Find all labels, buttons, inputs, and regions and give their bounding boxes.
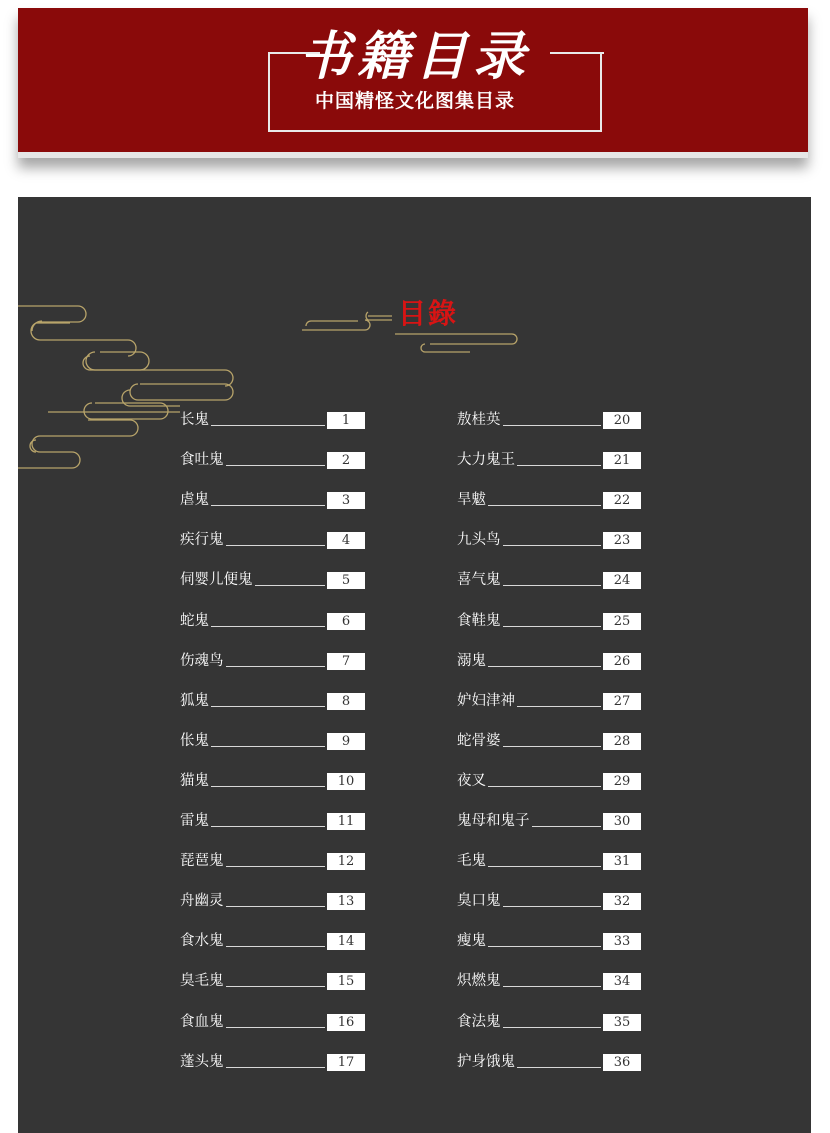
toc-entry-page: 27 xyxy=(603,693,641,710)
leader-line xyxy=(517,706,601,707)
toc-entry-page: 22 xyxy=(603,492,641,509)
leader-line xyxy=(488,866,601,867)
toc-entry-title: 蛇骨婆 xyxy=(457,733,501,749)
toc-entry-title: 虐鬼 xyxy=(180,492,209,508)
toc-entry-page: 35 xyxy=(603,1014,641,1031)
toc-entry[interactable] xyxy=(180,1013,365,1031)
leader-line xyxy=(211,826,325,827)
leader-line xyxy=(211,746,325,747)
toc-entry[interactable] xyxy=(457,612,641,630)
toc-entry-page: 9 xyxy=(327,733,365,750)
toc-entry[interactable] xyxy=(180,892,365,910)
toc-entry[interactable] xyxy=(457,491,641,509)
toc-entry[interactable] xyxy=(180,652,365,670)
leader-line xyxy=(211,786,325,787)
leader-line xyxy=(503,746,602,747)
toc-entry-page: 29 xyxy=(603,773,641,790)
toc-entry-page: 14 xyxy=(327,933,365,950)
toc-entry[interactable] xyxy=(180,451,365,469)
leader-line xyxy=(255,585,326,586)
toc-entry-page: 15 xyxy=(327,973,365,990)
leader-line xyxy=(488,946,601,947)
toc-entry-title: 鬼母和鬼子 xyxy=(457,813,530,829)
leader-line xyxy=(211,706,325,707)
toc-entry-page: 36 xyxy=(603,1054,641,1071)
toc-entry-page: 34 xyxy=(603,973,641,990)
toc-entry-title: 臭毛鬼 xyxy=(180,973,224,989)
leader-line xyxy=(226,986,326,987)
toc-entry-title: 大力鬼王 xyxy=(457,452,515,468)
toc-entry-title: 伤魂鸟 xyxy=(180,653,224,669)
leader-line xyxy=(517,1067,601,1068)
toc-entry[interactable] xyxy=(180,852,365,870)
toc-entry-page: 31 xyxy=(603,853,641,870)
toc-entry-title: 蛇鬼 xyxy=(180,613,209,629)
toc-entry-title: 旱魃 xyxy=(457,492,486,508)
toc-entry[interactable] xyxy=(457,451,641,469)
toc-entry-title: 夜叉 xyxy=(457,773,486,789)
toc-entry-page: 26 xyxy=(603,653,641,670)
toc-entry[interactable] xyxy=(180,932,365,950)
toc-entry[interactable] xyxy=(180,1053,365,1071)
toc-entry-page: 3 xyxy=(327,492,365,509)
toc-entry-title: 狐鬼 xyxy=(180,693,209,709)
toc-entry[interactable] xyxy=(457,972,641,990)
toc-entry-title: 瘦鬼 xyxy=(457,933,486,949)
toc-entry-page: 21 xyxy=(603,452,641,469)
toc-entry-title: 舟幽灵 xyxy=(180,893,224,909)
toc-entry-title: 食鞋鬼 xyxy=(457,613,501,629)
toc-entry[interactable] xyxy=(457,852,641,870)
toc-entry[interactable] xyxy=(180,612,365,630)
toc-entry-page: 20 xyxy=(603,412,641,429)
toc-entry-page: 30 xyxy=(603,813,641,830)
toc-entry-page: 4 xyxy=(327,532,365,549)
toc-entry[interactable] xyxy=(180,812,365,830)
toc-entry-title: 长鬼 xyxy=(180,412,209,428)
toc-entry-title: 敖桂英 xyxy=(457,412,501,428)
toc-entry-page: 16 xyxy=(327,1014,365,1031)
toc-entry[interactable] xyxy=(457,812,641,830)
leader-line xyxy=(211,505,325,506)
banner-title: 书籍目录 xyxy=(298,26,531,87)
leader-line xyxy=(226,666,326,667)
toc-entry-title: 毛鬼 xyxy=(457,853,486,869)
toc-entry-title: 溺鬼 xyxy=(457,653,486,669)
toc-entry-title: 食水鬼 xyxy=(180,933,224,949)
toc-heading: 目錄 xyxy=(398,297,459,330)
toc-entry-page: 11 xyxy=(327,813,365,830)
toc-entry-title: 食血鬼 xyxy=(180,1014,224,1030)
toc-entry-page: 5 xyxy=(327,572,365,589)
toc-entry[interactable] xyxy=(180,491,365,509)
toc-entry[interactable] xyxy=(457,732,641,750)
toc-entry[interactable] xyxy=(180,571,365,589)
toc-entry-page: 13 xyxy=(327,893,365,910)
leader-line xyxy=(226,465,326,466)
toc-entry-title: 猫鬼 xyxy=(180,773,209,789)
toc-entry-title: 伥鬼 xyxy=(180,733,209,749)
toc-entry-page: 32 xyxy=(603,893,641,910)
toc-entry-title: 雷鬼 xyxy=(180,813,209,829)
leader-line xyxy=(488,786,601,787)
leader-line xyxy=(517,465,601,466)
toc-entry-page: 12 xyxy=(327,853,365,870)
toc-entry-title: 炽燃鬼 xyxy=(457,973,501,989)
leader-line xyxy=(211,425,325,426)
toc-entry-title: 食法鬼 xyxy=(457,1014,501,1030)
toc-entry-page: 8 xyxy=(327,693,365,710)
leader-line xyxy=(211,626,325,627)
toc-entry-title: 九头鸟 xyxy=(457,532,501,548)
toc-entry[interactable] xyxy=(180,692,365,710)
toc-entry-page: 17 xyxy=(327,1054,365,1071)
toc-entry-page: 28 xyxy=(603,733,641,750)
toc-entry[interactable] xyxy=(457,411,641,429)
banner-subtitle: 中国精怪文化图集目录 xyxy=(314,90,515,112)
toc-entry[interactable] xyxy=(180,411,365,429)
toc-entry-page: 25 xyxy=(603,613,641,630)
leader-line xyxy=(503,585,602,586)
toc-entry[interactable] xyxy=(457,1013,641,1031)
leader-line xyxy=(226,946,326,947)
toc-entry[interactable] xyxy=(180,732,365,750)
toc-entry-page: 7 xyxy=(327,653,365,670)
toc-entry-title: 伺婴儿便鬼 xyxy=(180,572,253,588)
toc-entry[interactable] xyxy=(457,772,641,790)
leader-line xyxy=(226,1027,326,1028)
toc-entry[interactable] xyxy=(457,1053,641,1071)
leader-line xyxy=(226,1067,326,1068)
toc-entry[interactable] xyxy=(180,772,365,790)
toc-entry-page: 1 xyxy=(327,412,365,429)
leader-line xyxy=(503,425,602,426)
leader-line xyxy=(226,545,326,546)
toc-entry[interactable] xyxy=(457,571,641,589)
toc-entry[interactable] xyxy=(457,652,641,670)
toc-entry-title: 护身饿鬼 xyxy=(457,1054,515,1070)
leader-line xyxy=(503,545,602,546)
leader-line xyxy=(503,626,602,627)
toc-entry-page: 23 xyxy=(603,532,641,549)
toc-entry-page: 24 xyxy=(603,572,641,589)
toc-entry-page: 10 xyxy=(327,773,365,790)
toc-entry[interactable] xyxy=(457,531,641,549)
toc-entry-page: 2 xyxy=(327,452,365,469)
leader-line xyxy=(488,505,601,506)
toc-entry[interactable] xyxy=(457,932,641,950)
toc-entry[interactable] xyxy=(180,972,365,990)
leader-line xyxy=(503,906,602,907)
toc-entry-title: 蓬头鬼 xyxy=(180,1054,224,1070)
leader-line xyxy=(503,986,602,987)
toc-entry-title: 琵琶鬼 xyxy=(180,853,224,869)
leader-line xyxy=(503,1027,602,1028)
toc-entry-page: 33 xyxy=(603,933,641,950)
toc-entry-title: 食吐鬼 xyxy=(180,452,224,468)
toc-entry[interactable] xyxy=(180,531,365,549)
toc-entry-page: 6 xyxy=(327,613,365,630)
toc-entry[interactable] xyxy=(457,692,641,710)
toc-entry-title: 妒妇津神 xyxy=(457,693,515,709)
toc-entry-title: 疾行鬼 xyxy=(180,532,224,548)
toc-entry[interactable] xyxy=(457,892,641,910)
leader-line xyxy=(532,826,602,827)
leader-line xyxy=(226,906,326,907)
leader-line xyxy=(226,866,326,867)
leader-line xyxy=(488,666,601,667)
toc-entry-title: 喜气鬼 xyxy=(457,572,501,588)
toc-entry-title: 臭口鬼 xyxy=(457,893,501,909)
